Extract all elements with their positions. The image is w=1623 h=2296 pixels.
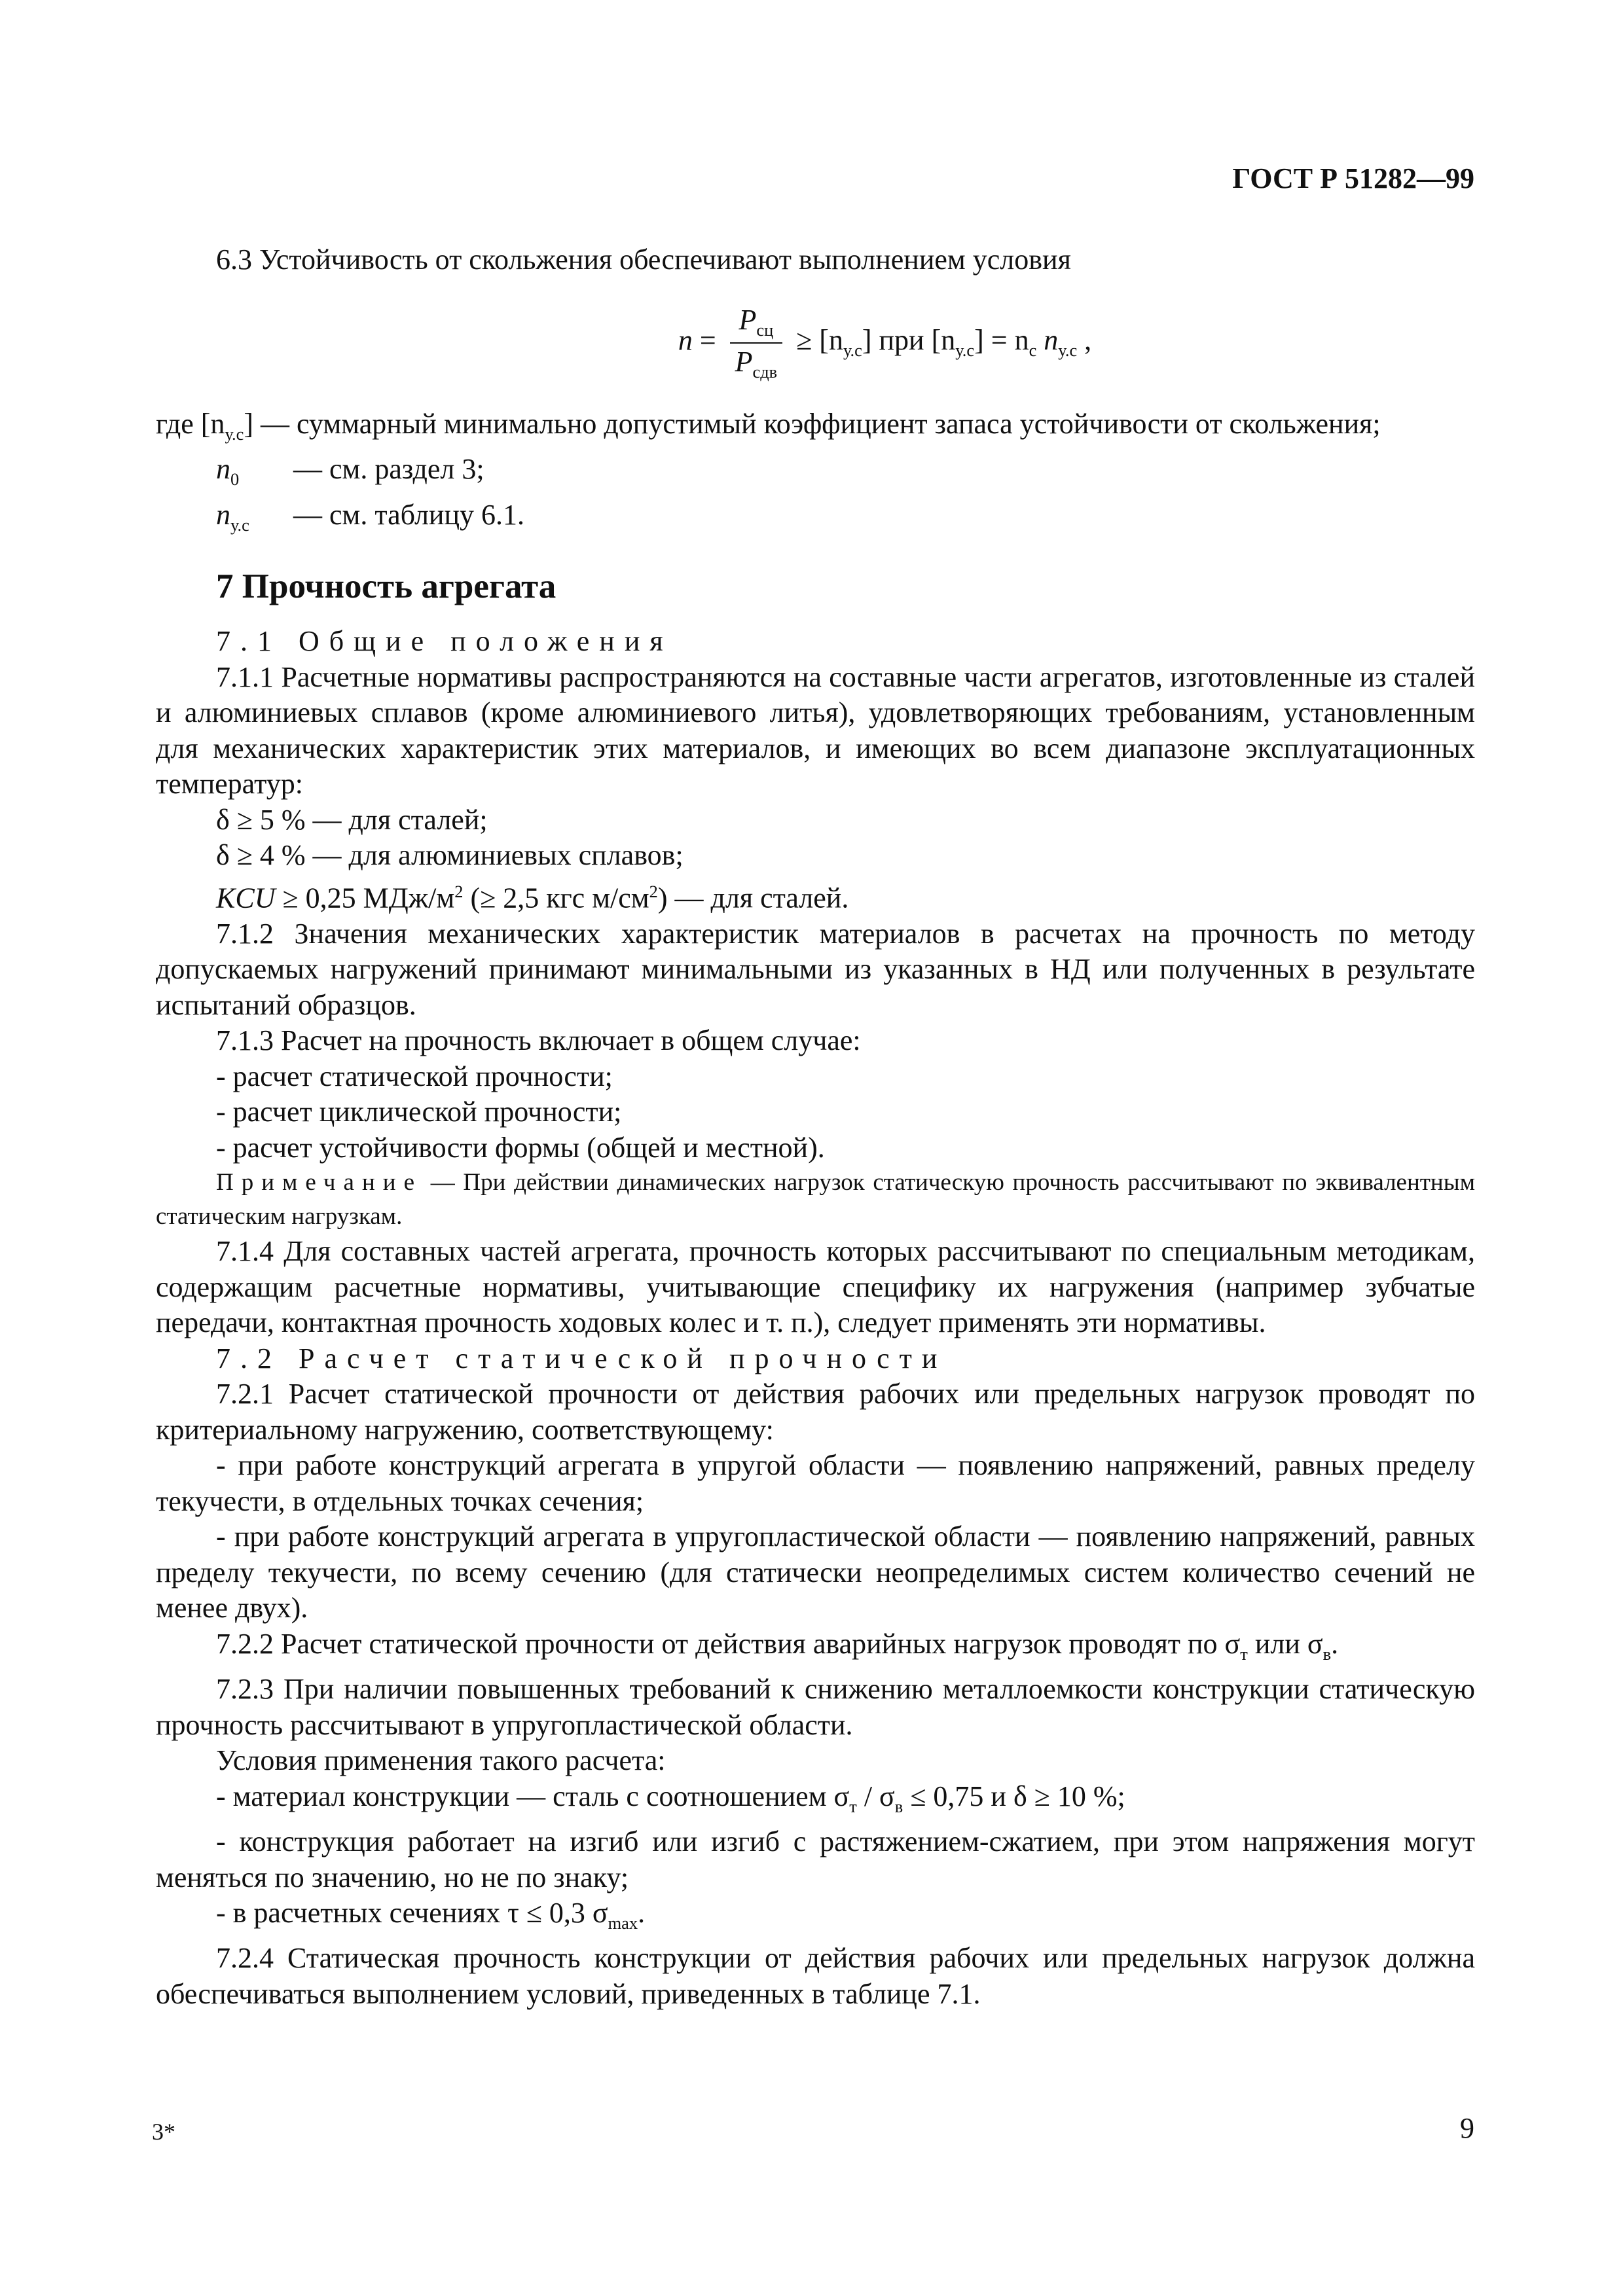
where-row-1: где $[n_{у.с}]$ — суммарный минимально допустимый коэффициент запаса устойчивости от скольжения; — [156, 407, 1381, 444]
list-item: - при работе конструкций агрегата в упругопластической области — появлению напряжений, равных пределу текучести, по всему сечению (для статически неопределимых систем количество сечений не менее двух). — [156, 1520, 1475, 1624]
stability-formula — [295, 303, 1475, 382]
paragraph-7-2-3: 7.2.3 При наличии повышенных требований к снижению металлоемкости конструкции статическую прочность рассчитывают в упругопластической области. — [156, 1673, 1475, 1741]
paragraph-7-1-4: 7.1.4 Для составных частей агрегата, прочность которых рассчитывают по специальным методикам, содержащим расчетные нормативы, учитывающие специфику их нагружения (например зубчатые передачи, контактная прочность ходовых колес и т. п.), следует применять эти нормативы. — [156, 1235, 1475, 1339]
conditions-title: Условия применения такого расчета: — [216, 1744, 666, 1777]
list-item: - в расчетных сечениях τ ≤ 0,3 $\sigma_{max}$. — [216, 1897, 646, 1933]
paragraph-7-2-1: 7.2.1 Расчет статической прочности от действия рабочих или предельных нагрузок проводят по критериальному нагружению, соответствующему: — [156, 1378, 1475, 1446]
subsection-7-2-title: 7.2 Расчет статической прочности — [216, 1342, 947, 1374]
list-item: - расчет статической прочности; — [216, 1060, 613, 1092]
condition-kcu: KCU ≥ 0,25 МДж/$м^2$ (≥ 2,5 кгс $м/см^2$) — для сталей. — [216, 881, 849, 914]
paragraph-7-1-3: 7.1.3 Расчет на прочность включает в общем случае: — [216, 1024, 861, 1057]
paragraph-7-2-2: 7.2.2 Расчет статической прочности от действия аварийных нагрузок проводят по $\sigma_т$ или $\sigma_в$. — [216, 1627, 1339, 1664]
where-row-3: $n_{у.с}$ — см. таблицу 6.1. — [216, 498, 525, 535]
list-item: - при работе конструкций агрегата в упругой области — появлению напряжений, равных пределу текучести, в отдельных точках сечения; — [156, 1449, 1475, 1517]
formula-condition: ≥ $[n_{у.с}]$ при $[n_{у.с}] = n_с$ $n_{у.с}$ , — [796, 323, 1092, 360]
list-item: - материал конструкции — сталь с соотношением $\sigma_т / \sigma_в \le 0,75$ и δ ≥ 10 %; — [216, 1780, 1125, 1816]
page-number: 9 — [1460, 2112, 1474, 2144]
note-text: — При действии динамических нагрузок статическую прочность рассчитывают по эквивалентным статическим нагрузкам. — [156, 1169, 1476, 1230]
formula-fraction — [730, 303, 783, 382]
subsection-7-1-title: 7.1 Общие положения — [216, 625, 673, 658]
list-item: - расчет циклической прочности; — [216, 1096, 622, 1128]
paragraph-6-3: 6.3 Устойчивость от скольжения обеспечивают выполнением условия — [216, 243, 1071, 276]
formula-n: n — [678, 323, 693, 356]
footer-mark: 3* — [152, 2119, 175, 2145]
fraction-denominator: $P_{сдв}$ — [730, 342, 783, 380]
note-label: Примечание — [216, 1169, 422, 1196]
fraction-numerator: $P_{сц}$ — [739, 303, 774, 340]
paragraph-7-1-2: 7.1.2 Значения механических характеристик материалов в расчетах на прочность по методу допускаемых нагружений принимают минимальными из указанных в НД или полученных в результате испытаний образцов. — [156, 917, 1475, 1021]
condition-steel: δ ≥ 5 % — для сталей; — [216, 803, 488, 836]
note — [156, 1166, 1475, 1234]
page-content — [156, 242, 1475, 2012]
paragraph-7-1-1: 7.1.1 Расчетные нормативы распространяются на составные части агрегатов, изготовленные из сталей и алюминиевых сплавов (кроме алюминиевого литья), удовлетворяющих требованиям, установленным для механических характеристик этих материалов, и имеющих во всем диапазоне эксплуатационных температур: — [156, 660, 1475, 800]
document-code: ГОСТ Р 51282—99 — [1232, 162, 1474, 194]
where-row-2: $n_0$ — см. раздел 3; — [216, 453, 484, 489]
paragraph-7-2-4: 7.2.4 Статическая прочность конструкции от действия рабочих или предельных нагрузок должна обеспечиваться выполнением условий, приведенных в таблице 7.1. — [156, 1942, 1475, 2010]
condition-aluminium: δ ≥ 4 % — для алюминиевых сплавов; — [216, 839, 684, 872]
list-item: - расчет устойчивости формы (общей и местной). — [216, 1131, 825, 1164]
formula-eq: = — [699, 323, 716, 356]
section-7-heading: 7 Прочность агрегата — [216, 567, 556, 605]
where-block — [156, 406, 1475, 543]
list-item: - конструкция работает на изгиб или изгиб с растяжением-сжатием, при этом напряжения могут меняться по значению, но не по знаку; — [156, 1825, 1475, 1893]
